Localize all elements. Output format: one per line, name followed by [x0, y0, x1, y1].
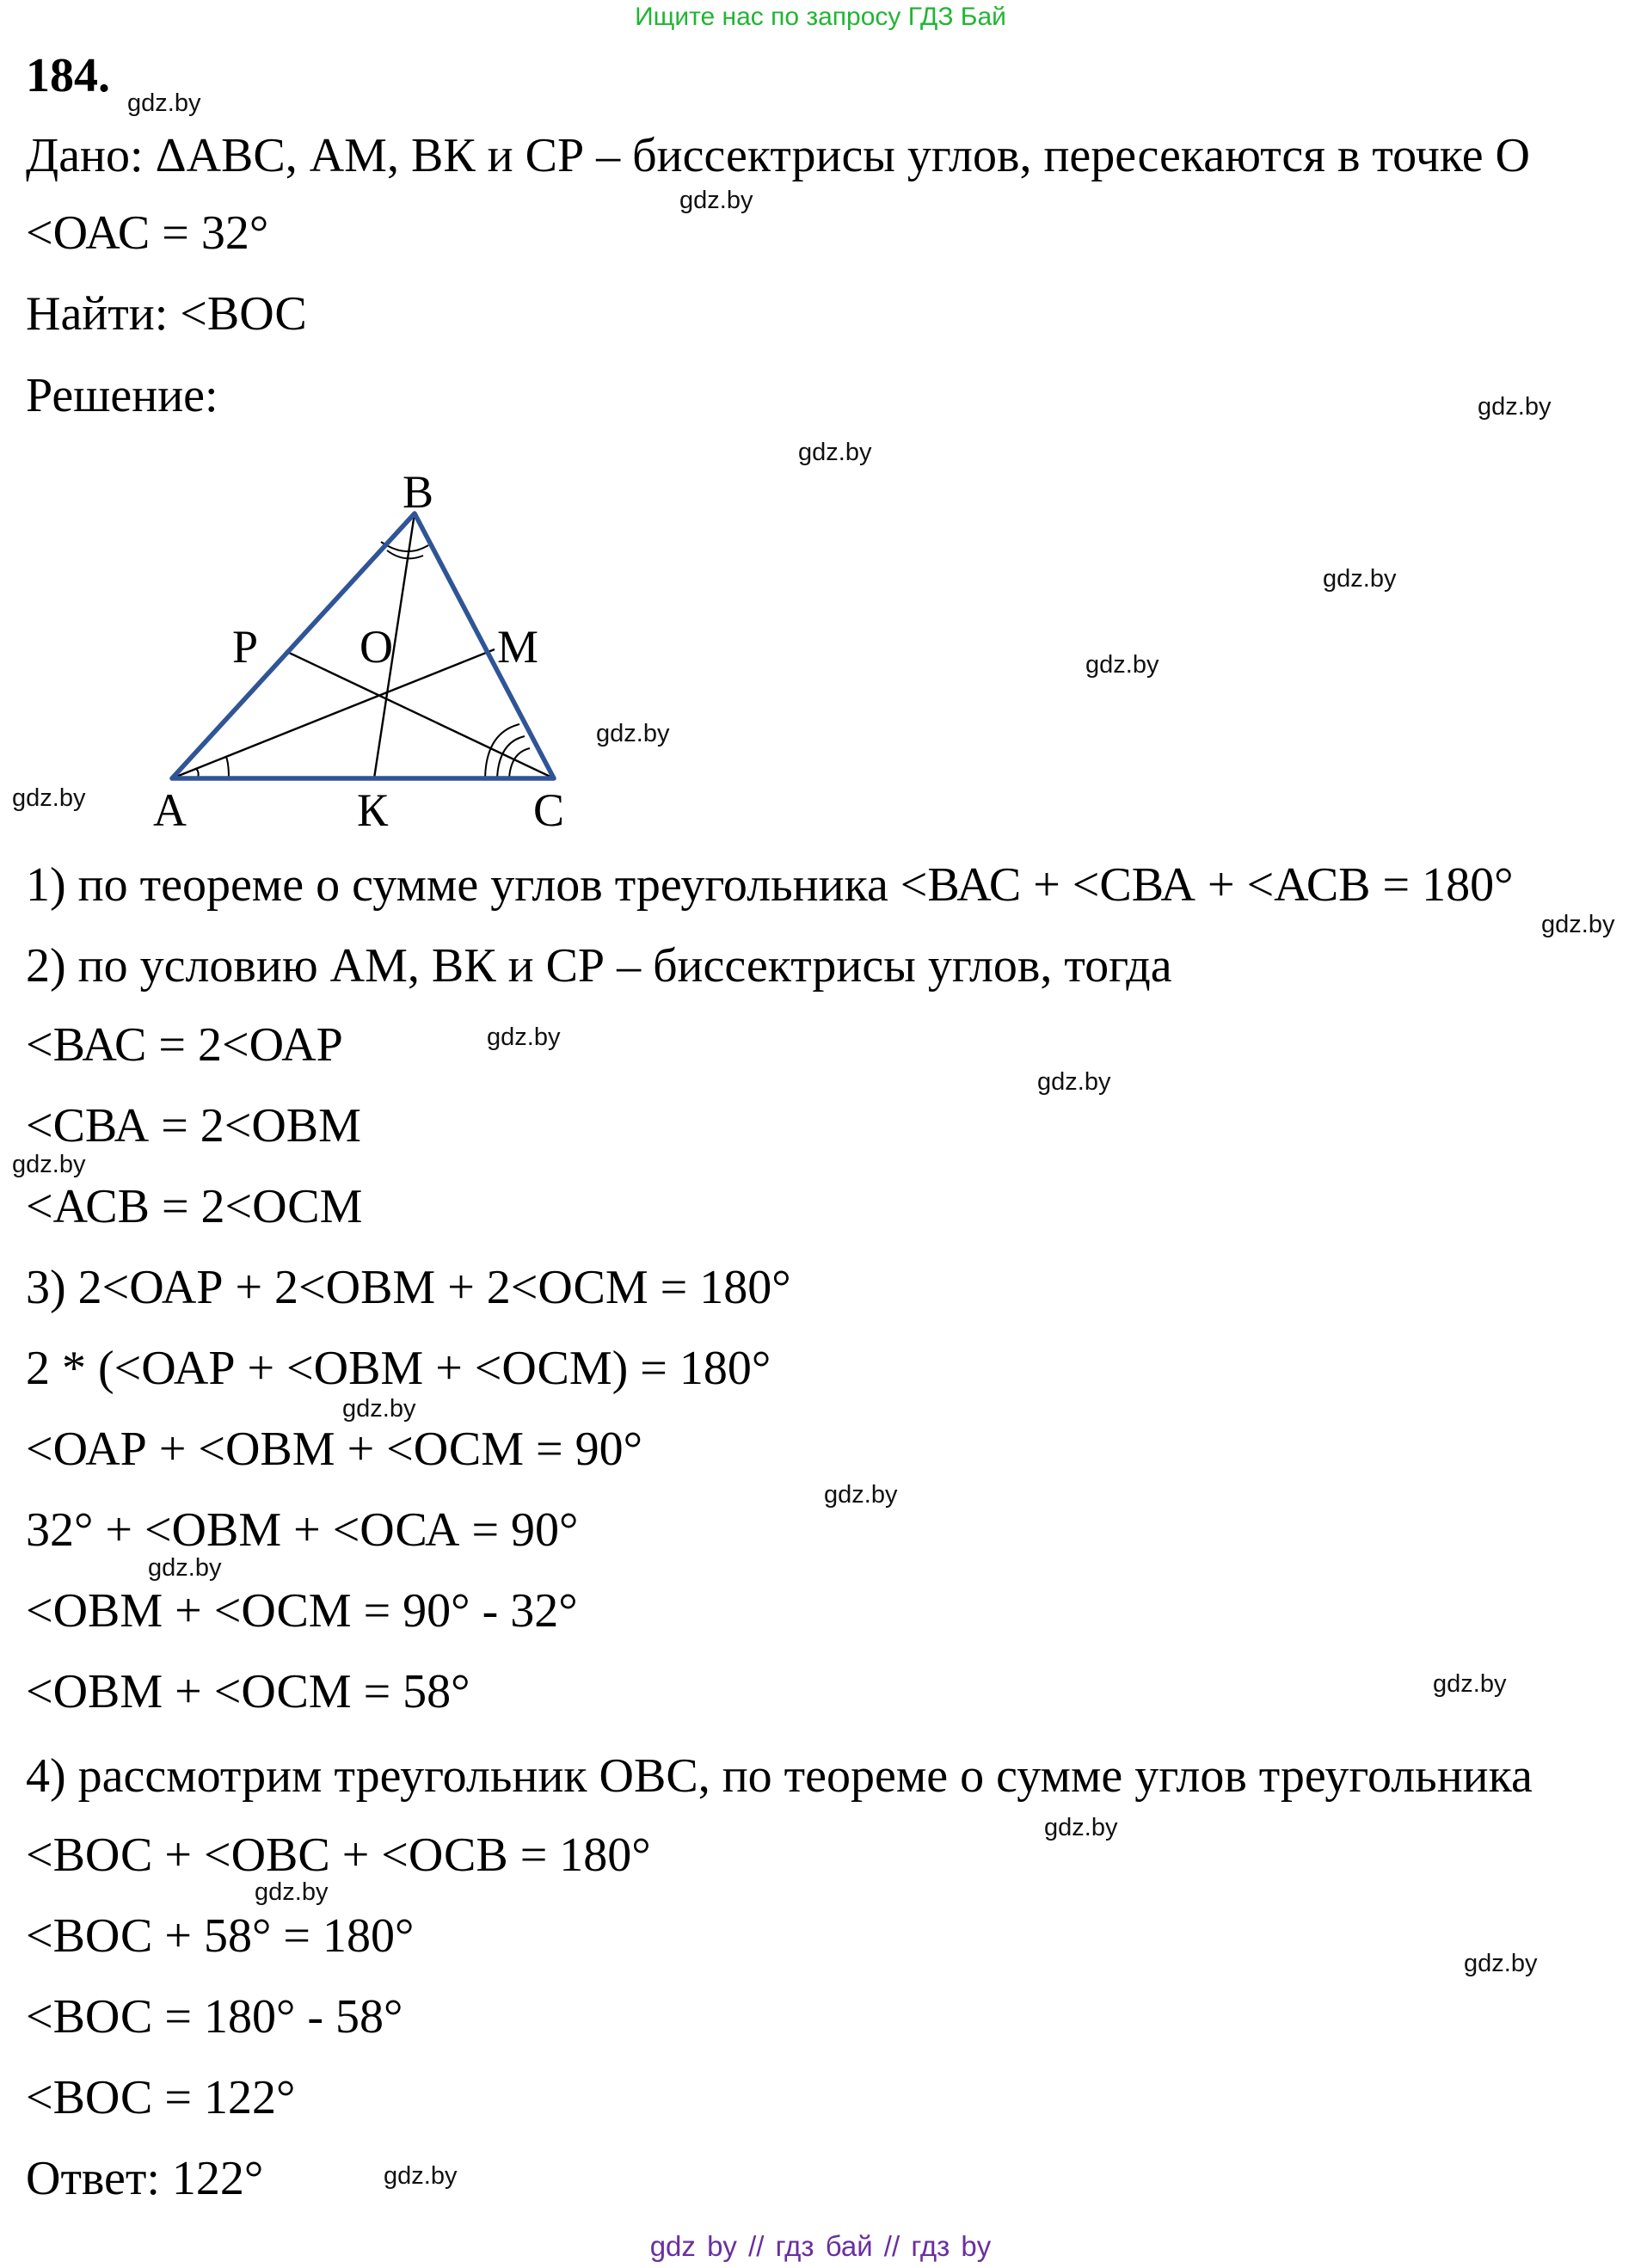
watermark: gdz.by — [12, 784, 86, 812]
watermark: gdz.by — [1044, 1814, 1118, 1841]
watermark: gdz.by — [487, 1023, 561, 1051]
vertex-label-o: О — [360, 621, 393, 673]
angle-arc-c-1 — [509, 748, 530, 778]
watermark: gdz.by — [1037, 1068, 1111, 1096]
step-1: 1) по теореме о сумме углов треугольника <ВАС + <СВА + <АСВ = 180° — [26, 858, 1514, 912]
step-2a: <ВАС = 2<ОАР — [26, 1018, 343, 1072]
watermark: gdz.by — [12, 1151, 86, 1178]
triangle-diagram — [138, 447, 619, 843]
vertex-label-m: М — [497, 621, 539, 673]
vertex-label-a: А — [153, 784, 187, 836]
watermark: gdz.by — [1085, 651, 1159, 679]
answer-line: Ответ: 122° — [26, 2152, 264, 2205]
angle-arc-c-3 — [485, 724, 519, 778]
solution-label: Решение: — [26, 369, 218, 422]
problem-number: 184. — [26, 49, 110, 102]
step-2: 2) по условию АМ, ВК и СР – биссектрисы углов, тогда — [26, 939, 1172, 993]
step-3: 3) 2<ОАР + 2<ОВМ + 2<ОСМ = 180° — [26, 1261, 791, 1314]
watermark: gdz.by — [342, 1395, 416, 1423]
watermark: gdz.by — [255, 1878, 329, 1906]
watermark: gdz.by — [679, 187, 753, 214]
step-3d: <ОВМ + <ОСМ = 90° - 32° — [26, 1584, 578, 1638]
vertex-label-c: С — [533, 784, 565, 836]
step-2c: <АСВ = 2<ОСМ — [26, 1180, 363, 1233]
given-line-1: Дано: ΔАВС, АМ, ВК и СР – биссектрисы углов, пересекаются в точке О — [26, 129, 1530, 182]
step-2b: <СВА = 2<ОВМ — [26, 1099, 361, 1152]
bisector-am — [172, 649, 495, 778]
step-3b: <ОАР + <ОВМ + <ОСМ = 90° — [26, 1423, 642, 1476]
watermark: gdz.by — [384, 2162, 458, 2190]
step-4b: <ВОС + 58° = 180° — [26, 1909, 415, 1963]
footer-links[interactable]: gdz by // гдз бай // гдз by — [649, 2230, 992, 2262]
watermark: gdz.by — [1541, 911, 1615, 938]
angle-arc-a — [226, 757, 229, 778]
watermark: gdz.by — [1433, 1670, 1507, 1698]
watermark: gdz.by — [596, 720, 670, 747]
step-4a: <ВОС + <ОВС + <ОСВ = 180° — [26, 1829, 651, 1882]
watermark: gdz.by — [1464, 1950, 1538, 1977]
step-4c: <ВОС = 180° - 58° — [26, 1990, 403, 2044]
step-3e: <ОВМ + <ОСМ = 58° — [26, 1665, 470, 1718]
step-3a: 2 * (<ОАР + <ОВМ + <ОСМ) = 180° — [26, 1342, 771, 1395]
watermark: gdz.by — [1478, 393, 1552, 421]
vertex-label-p: Р — [232, 621, 259, 673]
top-banner[interactable]: Ищите нас по запросу ГДЗ Бай — [635, 3, 1006, 31]
step-4d: <ВОС = 122° — [26, 2071, 296, 2124]
vertex-label-b: В — [403, 466, 434, 518]
watermark: gdz.by — [127, 89, 201, 117]
given-line-2: <ОАС = 32° — [26, 206, 269, 260]
step-4: 4) рассмотрим треугольник ОВС, по теореме о сумме углов треугольника — [26, 1749, 1533, 1803]
find-line: Найти: <ВОС — [26, 287, 307, 341]
watermark: gdz.by — [824, 1481, 898, 1509]
step-3c: 32° + <ОВМ + <ОСА = 90° — [26, 1503, 579, 1557]
watermark: gdz.by — [148, 1554, 222, 1582]
watermark: gdz.by — [798, 439, 872, 466]
watermark: gdz.by — [1323, 565, 1397, 593]
vertex-label-k: К — [357, 784, 389, 836]
